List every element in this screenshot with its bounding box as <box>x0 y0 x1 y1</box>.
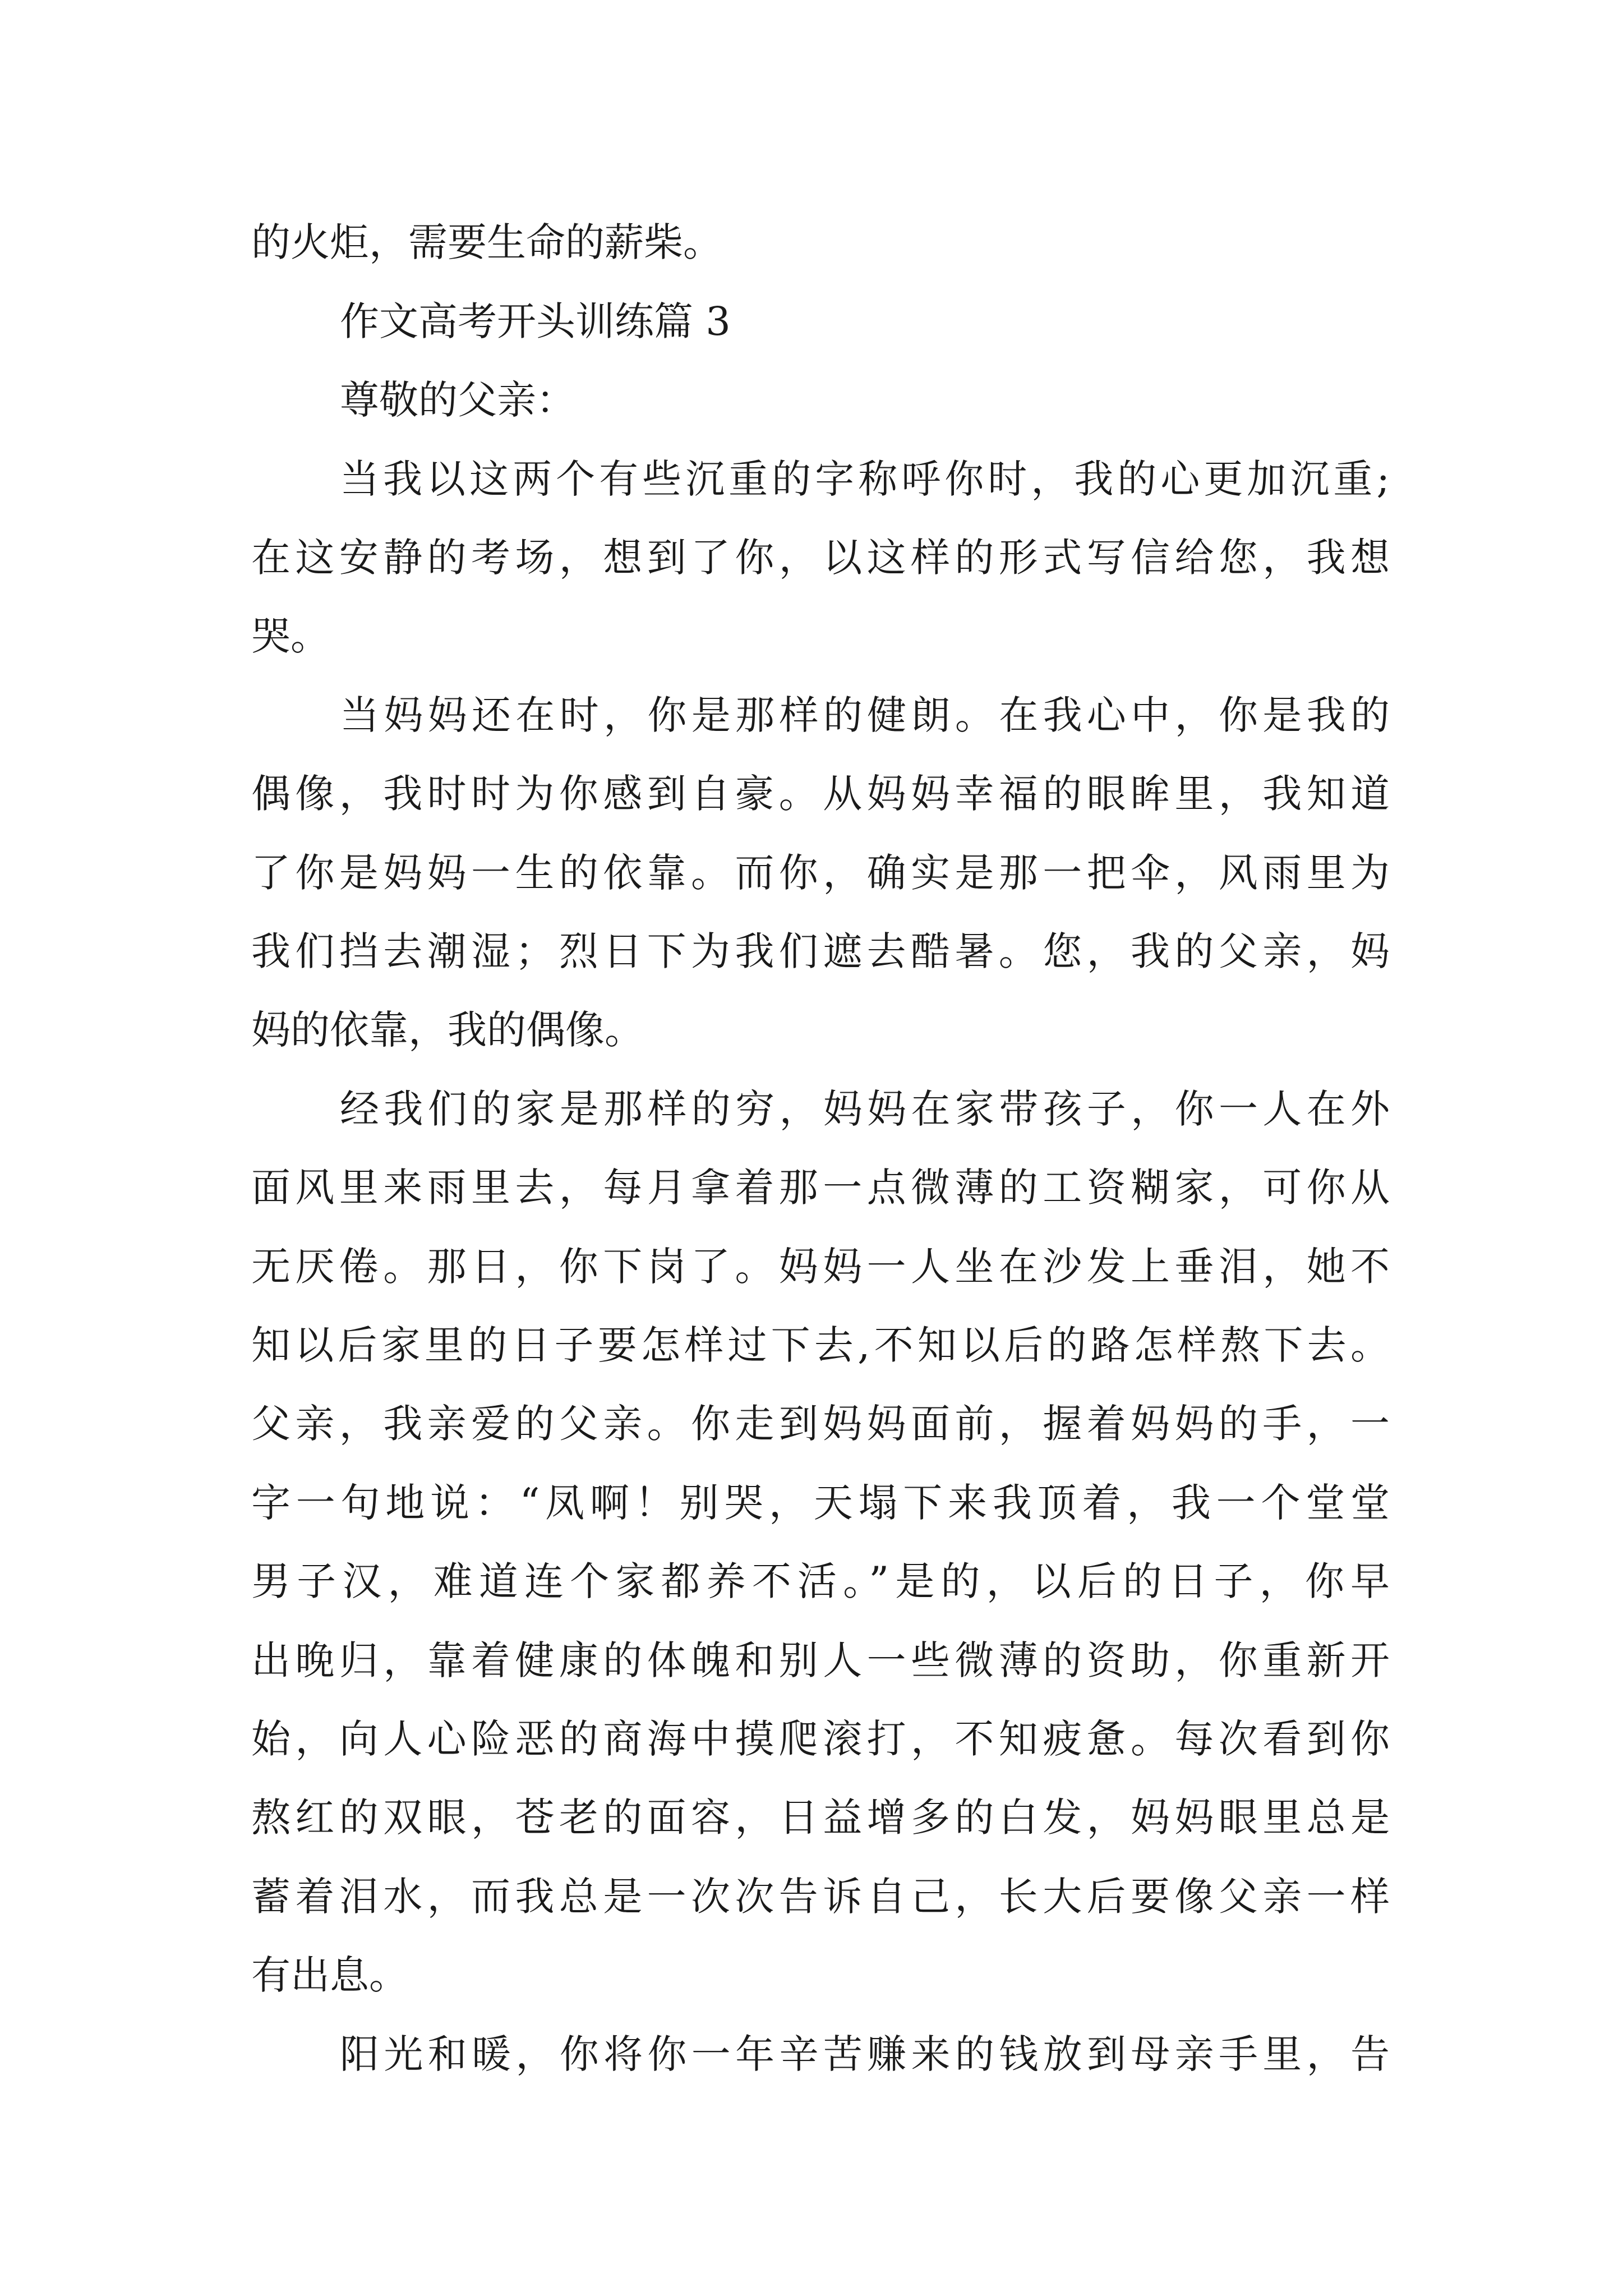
text-line: 妈的依靠，我的偶像。 <box>251 1007 644 1053</box>
text-line: 哭。 <box>251 613 330 659</box>
text-line: 父亲，我亲爱的父亲。你走到妈妈面前，握着妈妈的手，一 <box>251 1401 1390 1447</box>
text-line: 知以后家里的日子要怎样过下去,不知以后的路怎样熬下去。 <box>251 1322 1390 1368</box>
text-line: 在这安静的考场，想到了你，以这样的形式写信给您，我想 <box>251 535 1390 581</box>
text-line: 经我们的家是那样的穷，妈妈在家带孩子，你一人在外 <box>340 1086 1390 1132</box>
text-line: 的火炬，需要生命的薪柴。 <box>251 219 722 265</box>
salutation: 尊敬的父亲： <box>340 377 575 423</box>
text-line: 熬红的双眼，苍老的面容，日益增多的白发，妈妈眼里总是 <box>251 1795 1390 1841</box>
section-heading: 作文高考开头训练篇 3 <box>340 298 731 344</box>
text-line: 出晚归，靠着健康的体魄和别人一些微薄的资助，你重新开 <box>251 1637 1390 1683</box>
text-line: 无厌倦。那日，你下岗了。妈妈一人坐在沙发上垂泪，她不 <box>251 1244 1390 1290</box>
text-line: 阳光和暖，你将你一年辛苦赚来的钱放到母亲手里，告 <box>340 2031 1390 2077</box>
text-line: 偶像，我时时为你感到自豪。从妈妈幸福的眼眸里，我知道 <box>251 771 1390 817</box>
text-line: 男子汉，难道连个家都养不活。”是的，以后的日子，你早 <box>251 1558 1390 1604</box>
text-line: 我们挡去潮湿；烈日下为我们遮去酷暑。您，我的父亲，妈 <box>251 928 1390 974</box>
text-line: 始，向人心险恶的商海中摸爬滚打，不知疲惫。每次看到你 <box>251 1716 1390 1762</box>
text-line: 当妈妈还在时，你是那样的健朗。在我心中，你是我的 <box>340 692 1390 738</box>
text-line: 字一句地说：“凤啊！别哭，天塌下来我顶着，我一个堂堂 <box>251 1480 1390 1526</box>
text-line: 蓄着泪水，而我总是一次次告诉自己，长大后要像父亲一样 <box>251 1874 1390 1920</box>
text-line: 了你是妈妈一生的依靠。而你，确实是那一把伞，风雨里为 <box>251 850 1390 896</box>
text-line: 面风里来雨里去，每月拿着那一点微薄的工资糊家，可你从 <box>251 1165 1390 1211</box>
text-line: 当我以这两个有些沉重的字称呼你时，我的心更加沉重; <box>340 456 1390 502</box>
text-line: 有出息。 <box>251 1952 408 1998</box>
